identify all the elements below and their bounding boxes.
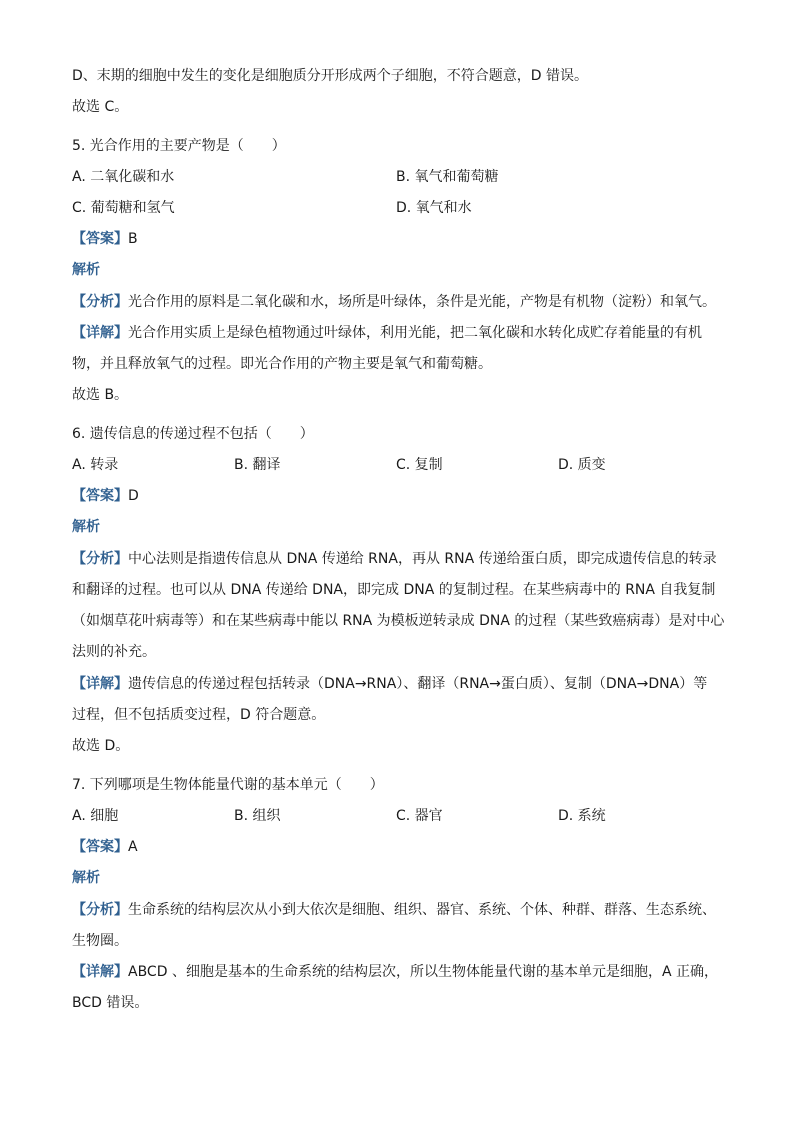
detail-text: 光合作用实质上是绿色植物通过叶绿体，利用光能，把二氧化碳和水转化成贮存着能量的有机 xyxy=(128,325,702,341)
q7-stem: 7. 下列哪项是生物体能量代谢的基本单元（ ） xyxy=(72,777,384,793)
q7-detail-cont: BCD 错误。 xyxy=(72,995,149,1011)
q6-answer xyxy=(72,486,732,506)
q5-option-a: A. 二氧化碳和水 xyxy=(72,169,175,185)
q5-analysis-title xyxy=(72,260,732,280)
analysis-text: 光合作用的原料是二氧化碳和水，场所是叶绿体，条件是光能，产物是有机物（淀粉）和氧气。 xyxy=(128,294,716,310)
analysis-text: 中心法则是指遗传信息从 DNA 传递给 RNA，再从 RNA 传递给蛋白质，即完成遗传信息的转录 xyxy=(128,551,717,567)
answer-tag: 【答案】 xyxy=(72,488,128,504)
q5-detail xyxy=(72,323,732,343)
q6-analysis-cont-3: 法则的补充。 xyxy=(72,644,156,660)
q5-option-c: C. 葡萄糖和氢气 xyxy=(72,200,175,216)
analysis-title: 解析 xyxy=(72,262,100,278)
q6-detail xyxy=(72,674,732,694)
analysis-tag: 【分析】 xyxy=(72,902,128,918)
q4-option-d-explanation: D、末期的细胞中发生的变化是细胞质分开形成两个子细胞，不符合题意，D 错误。 xyxy=(72,68,589,84)
detail-text: ABCD 、细胞是基本的生命系统的结构层次，所以生物体能量代谢的基本单元是细胞，A 正确， xyxy=(128,964,718,980)
detail-tag: 【详解】 xyxy=(72,325,128,341)
q7-option-c: C. 器官 xyxy=(396,808,443,824)
q6-analysis-title xyxy=(72,517,732,537)
q5-detail-cont: 物，并且释放氧气的过程。即光合作用的产物主要是氧气和葡萄糖。 xyxy=(72,356,492,372)
q6-option-d: D. 质变 xyxy=(558,457,606,473)
answer-value: D xyxy=(128,488,139,504)
q6-option-a: A. 转录 xyxy=(72,457,119,473)
q7-analysis-title xyxy=(72,868,732,888)
analysis-text: 生命系统的结构层次从小到大依次是细胞、组织、器官、系统、个体、种群、群落、生态系统、 xyxy=(128,902,716,918)
q6-analysis-cont-2: （如烟草花叶病毒等）和在某些病毒中能以 RNA 为模板逆转录成 DNA 的过程（某些致癌病毒）是对中心 xyxy=(72,613,725,629)
q7-option-d: D. 系统 xyxy=(558,808,606,824)
q7-answer xyxy=(72,837,732,857)
q6-stem: 6. 遗传信息的传递过程不包括（ ） xyxy=(72,426,314,442)
q5-conclusion: 故选 B。 xyxy=(72,387,129,403)
q5-analysis xyxy=(72,292,732,312)
q5-answer xyxy=(72,229,732,249)
q7-option-b: B. 组织 xyxy=(234,808,281,824)
q7-analysis-cont: 生物圈。 xyxy=(72,933,128,949)
answer-tag: 【答案】 xyxy=(72,839,128,855)
q5-option-d: D. 氧气和水 xyxy=(396,200,472,216)
q7-option-a: A. 细胞 xyxy=(72,808,119,824)
analysis-tag: 【分析】 xyxy=(72,294,128,310)
answer-value: A xyxy=(128,839,138,855)
q6-conclusion: 故选 D。 xyxy=(72,738,130,754)
detail-tag: 【详解】 xyxy=(72,964,128,980)
q6-detail-cont: 过程，但不包括质变过程，D 符合题意。 xyxy=(72,707,326,723)
q6-option-c: C. 复制 xyxy=(396,457,443,473)
analysis-title: 解析 xyxy=(72,519,100,535)
detail-text: 遗传信息的传递过程包括转录（DNA→RNA）、翻译（RNA→蛋白质）、复制（DNA→DNA）等 xyxy=(128,676,708,692)
analysis-tag: 【分析】 xyxy=(72,551,128,567)
answer-value: B xyxy=(128,231,138,247)
q6-analysis xyxy=(72,549,732,569)
q4-conclusion: 故选 C。 xyxy=(72,99,129,115)
answer-tag: 【答案】 xyxy=(72,231,128,247)
q5-stem: 5. 光合作用的主要产物是（ ） xyxy=(72,138,286,154)
q7-analysis xyxy=(72,900,732,920)
q6-option-b: B. 翻译 xyxy=(234,457,281,473)
q7-detail xyxy=(72,962,732,982)
analysis-title: 解析 xyxy=(72,870,100,886)
q5-option-b: B. 氧气和葡萄糖 xyxy=(396,169,499,185)
detail-tag: 【详解】 xyxy=(72,676,128,692)
q6-analysis-cont-1: 和翻译的过程。也可以从 DNA 传递给 DNA，即完成 DNA 的复制过程。在某些病毒中的 RNA 自我复制 xyxy=(72,582,716,598)
